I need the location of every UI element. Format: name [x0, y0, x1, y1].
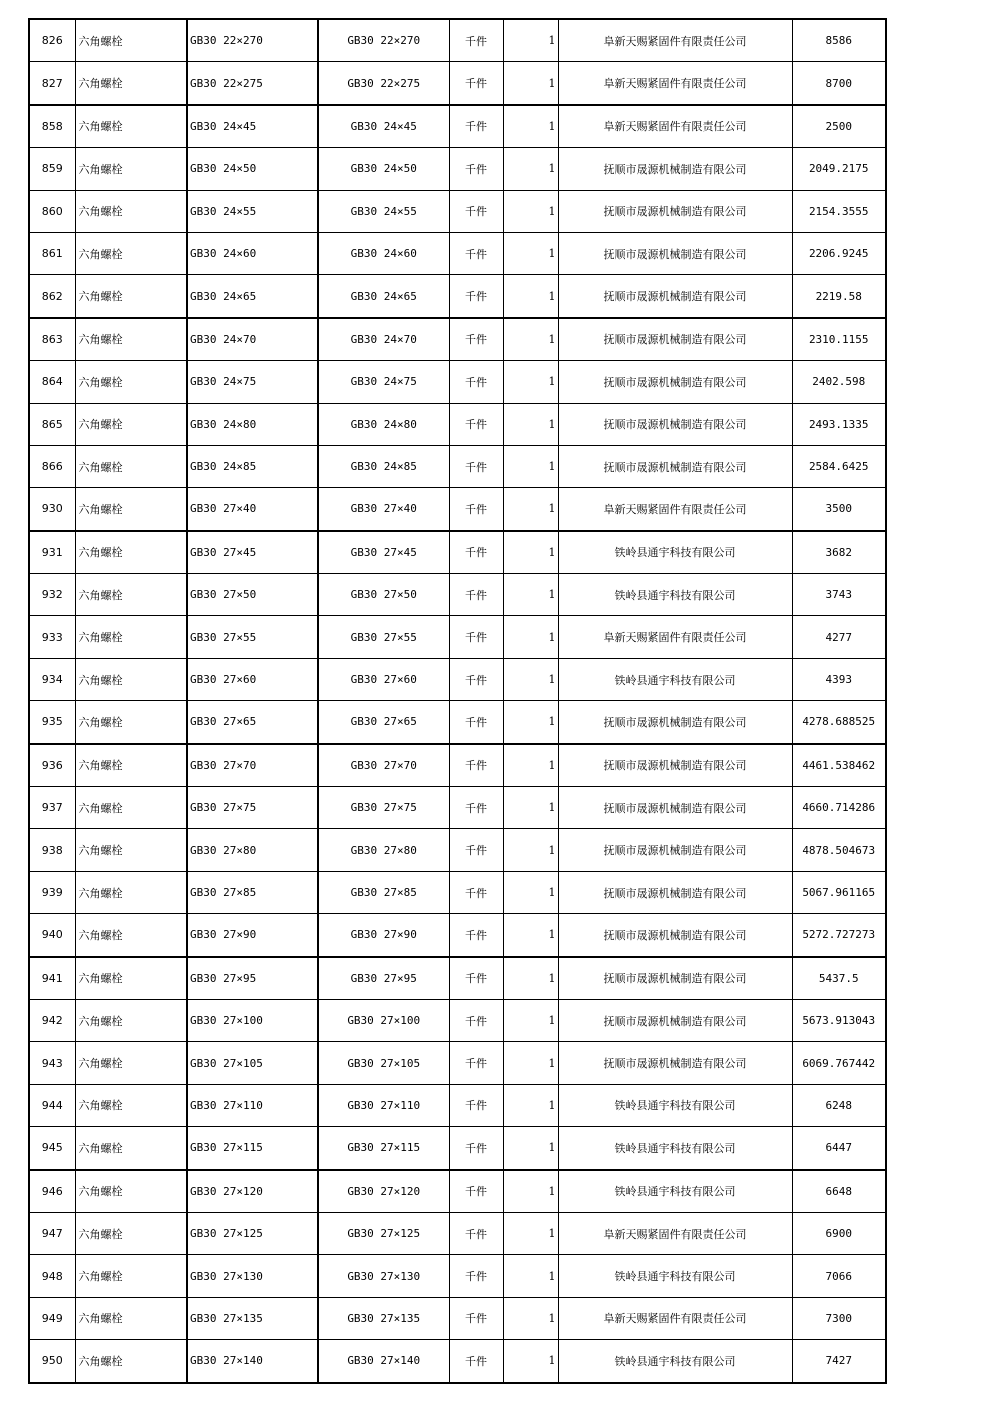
supplier-cell: 阜新天赐紧固件有限责任公司 [558, 1297, 792, 1339]
model-cell: GB30 27×100 [318, 999, 449, 1041]
table-body [29, 19, 886, 1383]
item-number-cell: 935 [29, 701, 75, 744]
item-number-cell: 938 [29, 829, 75, 871]
model-cell: GB30 27×135 [318, 1297, 449, 1339]
table-row [29, 787, 886, 829]
model-cell: GB30 27×125 [318, 1212, 449, 1254]
price-cell: 7066 [792, 1255, 886, 1297]
supplier-cell: 铁岭县通宇科技有限公司 [558, 1170, 792, 1213]
model-cell: GB30 27×75 [318, 787, 449, 829]
item-name-cell: 六角螺栓 [75, 1212, 187, 1254]
model-cell: GB30 27×65 [318, 701, 449, 744]
quantity-cell: 1 [503, 701, 558, 744]
specification-cell: GB30 24×50 [187, 148, 318, 190]
model-cell: GB30 27×50 [318, 574, 449, 616]
unit-cell: 千件 [449, 19, 503, 62]
model-cell: GB30 27×70 [318, 744, 449, 787]
quantity-cell: 1 [503, 1340, 558, 1383]
table-row [29, 1212, 886, 1254]
specification-cell: GB30 27×90 [187, 914, 318, 957]
supplier-cell: 铁岭县通宇科技有限公司 [558, 658, 792, 700]
table-row [29, 190, 886, 232]
price-cell: 6447 [792, 1127, 886, 1170]
unit-cell: 千件 [449, 1255, 503, 1297]
table-row [29, 403, 886, 445]
quantity-cell: 1 [503, 787, 558, 829]
table-row [29, 1255, 886, 1297]
item-name-cell: 六角螺栓 [75, 701, 187, 744]
table-row [29, 275, 886, 318]
quantity-cell: 1 [503, 616, 558, 658]
model-cell: GB30 27×115 [318, 1127, 449, 1170]
specification-cell: GB30 24×80 [187, 403, 318, 445]
supplier-cell: 抚顺市晟源机械制造有限公司 [558, 829, 792, 871]
item-name-cell: 六角螺栓 [75, 1255, 187, 1297]
quantity-cell: 1 [503, 190, 558, 232]
quantity-cell: 1 [503, 744, 558, 787]
table-row [29, 658, 886, 700]
item-name-cell: 六角螺栓 [75, 1297, 187, 1339]
quantity-cell: 1 [503, 1170, 558, 1213]
unit-cell: 千件 [449, 1084, 503, 1126]
quantity-cell: 1 [503, 658, 558, 700]
unit-cell: 千件 [449, 744, 503, 787]
unit-cell: 千件 [449, 275, 503, 318]
specification-cell: GB30 27×100 [187, 999, 318, 1041]
table-row [29, 445, 886, 487]
model-cell: GB30 27×45 [318, 531, 449, 574]
item-name-cell: 六角螺栓 [75, 275, 187, 318]
item-name-cell: 六角螺栓 [75, 616, 187, 658]
supplier-cell: 抚顺市晟源机械制造有限公司 [558, 190, 792, 232]
item-number-cell: 864 [29, 361, 75, 403]
price-cell: 6248 [792, 1084, 886, 1126]
specification-cell: GB30 27×85 [187, 871, 318, 913]
model-cell: GB30 27×110 [318, 1084, 449, 1126]
item-name-cell: 六角螺栓 [75, 190, 187, 232]
model-cell: GB30 27×60 [318, 658, 449, 700]
table-row [29, 361, 886, 403]
item-name-cell: 六角螺栓 [75, 957, 187, 1000]
quantity-cell: 1 [503, 957, 558, 1000]
supplier-cell: 抚顺市晟源机械制造有限公司 [558, 148, 792, 190]
item-number-cell: 943 [29, 1042, 75, 1084]
quantity-cell: 1 [503, 1297, 558, 1339]
price-cell: 2206.9245 [792, 232, 886, 274]
price-cell: 2402.598 [792, 361, 886, 403]
supplier-cell: 铁岭县通宇科技有限公司 [558, 1340, 792, 1383]
quantity-cell: 1 [503, 999, 558, 1041]
item-name-cell: 六角螺栓 [75, 531, 187, 574]
unit-cell: 千件 [449, 1340, 503, 1383]
item-number-cell: 932 [29, 574, 75, 616]
item-number-cell: 866 [29, 445, 75, 487]
item-number-cell: 933 [29, 616, 75, 658]
supplier-cell: 铁岭县通宇科技有限公司 [558, 531, 792, 574]
supplier-cell: 抚顺市晟源机械制造有限公司 [558, 445, 792, 487]
quantity-cell: 1 [503, 531, 558, 574]
unit-cell: 千件 [449, 105, 503, 148]
price-cell: 2219.58 [792, 275, 886, 318]
unit-cell: 千件 [449, 1170, 503, 1213]
item-number-cell: 944 [29, 1084, 75, 1126]
specification-cell: GB30 27×105 [187, 1042, 318, 1084]
unit-cell: 千件 [449, 1297, 503, 1339]
supplier-cell: 抚顺市晟源机械制造有限公司 [558, 701, 792, 744]
supplier-cell: 抚顺市晟源机械制造有限公司 [558, 403, 792, 445]
table-row [29, 829, 886, 871]
quantity-cell: 1 [503, 105, 558, 148]
quantity-cell: 1 [503, 829, 558, 871]
item-name-cell: 六角螺栓 [75, 445, 187, 487]
specification-cell: GB30 24×75 [187, 361, 318, 403]
quantity-cell: 1 [503, 318, 558, 361]
unit-cell: 千件 [449, 1127, 503, 1170]
unit-cell: 千件 [449, 1042, 503, 1084]
model-cell: GB30 24×55 [318, 190, 449, 232]
table-row [29, 1297, 886, 1339]
unit-cell: 千件 [449, 361, 503, 403]
unit-cell: 千件 [449, 829, 503, 871]
unit-cell: 千件 [449, 488, 503, 531]
table-row [29, 1084, 886, 1126]
unit-cell: 千件 [449, 1212, 503, 1254]
unit-cell: 千件 [449, 658, 503, 700]
unit-cell: 千件 [449, 957, 503, 1000]
unit-cell: 千件 [449, 999, 503, 1041]
item-name-cell: 六角螺栓 [75, 148, 187, 190]
model-cell: GB30 27×140 [318, 1340, 449, 1383]
model-cell: GB30 27×130 [318, 1255, 449, 1297]
price-cell: 7300 [792, 1297, 886, 1339]
table-row [29, 148, 886, 190]
model-cell: GB30 24×50 [318, 148, 449, 190]
specification-cell: GB30 24×55 [187, 190, 318, 232]
supplier-cell: 铁岭县通宇科技有限公司 [558, 1084, 792, 1126]
supplier-cell: 抚顺市晟源机械制造有限公司 [558, 318, 792, 361]
supplier-cell: 抚顺市晟源机械制造有限公司 [558, 957, 792, 1000]
specification-cell: GB30 24×85 [187, 445, 318, 487]
item-number-cell: 950 [29, 1340, 75, 1383]
item-name-cell: 六角螺栓 [75, 62, 187, 105]
model-cell: GB30 22×270 [318, 19, 449, 62]
item-number-cell: 863 [29, 318, 75, 361]
item-number-cell: 939 [29, 871, 75, 913]
unit-cell: 千件 [449, 318, 503, 361]
quantity-cell: 1 [503, 1127, 558, 1170]
table-row [29, 957, 886, 1000]
price-cell: 2584.6425 [792, 445, 886, 487]
price-cell: 6069.767442 [792, 1042, 886, 1084]
model-cell: GB30 24×70 [318, 318, 449, 361]
item-number-cell: 860 [29, 190, 75, 232]
model-cell: GB30 24×65 [318, 275, 449, 318]
item-name-cell: 六角螺栓 [75, 105, 187, 148]
specification-cell: GB30 27×55 [187, 616, 318, 658]
table-row [29, 914, 886, 957]
price-cell: 8586 [792, 19, 886, 62]
model-cell: GB30 27×90 [318, 914, 449, 957]
item-number-cell: 940 [29, 914, 75, 957]
item-name-cell: 六角螺栓 [75, 829, 187, 871]
item-number-cell: 934 [29, 658, 75, 700]
item-name-cell: 六角螺栓 [75, 1084, 187, 1126]
item-name-cell: 六角螺栓 [75, 871, 187, 913]
specification-cell: GB30 27×125 [187, 1212, 318, 1254]
quantity-cell: 1 [503, 403, 558, 445]
unit-cell: 千件 [449, 914, 503, 957]
specification-cell: GB30 27×135 [187, 1297, 318, 1339]
item-number-cell: 937 [29, 787, 75, 829]
price-cell: 2310.1155 [792, 318, 886, 361]
specification-cell: GB30 27×40 [187, 488, 318, 531]
unit-cell: 千件 [449, 871, 503, 913]
item-number-cell: 826 [29, 19, 75, 62]
item-number-cell: 948 [29, 1255, 75, 1297]
table-row [29, 744, 886, 787]
specification-cell: GB30 27×140 [187, 1340, 318, 1383]
specification-cell: GB30 22×275 [187, 62, 318, 105]
item-number-cell: 949 [29, 1297, 75, 1339]
table-row [29, 232, 886, 274]
item-number-cell: 930 [29, 488, 75, 531]
price-cell: 2049.2175 [792, 148, 886, 190]
model-cell: GB30 27×120 [318, 1170, 449, 1213]
model-cell: GB30 27×40 [318, 488, 449, 531]
specification-cell: GB30 27×70 [187, 744, 318, 787]
model-cell: GB30 24×60 [318, 232, 449, 274]
item-name-cell: 六角螺栓 [75, 999, 187, 1041]
price-cell: 5272.727273 [792, 914, 886, 957]
table-row [29, 1042, 886, 1084]
supplier-cell: 抚顺市晟源机械制造有限公司 [558, 361, 792, 403]
item-name-cell: 六角螺栓 [75, 787, 187, 829]
table-row [29, 616, 886, 658]
supplier-cell: 阜新天赐紧固件有限责任公司 [558, 1212, 792, 1254]
supplier-cell: 阜新天赐紧固件有限责任公司 [558, 62, 792, 105]
table-row [29, 574, 886, 616]
item-name-cell: 六角螺栓 [75, 744, 187, 787]
model-cell: GB30 24×85 [318, 445, 449, 487]
specification-cell: GB30 24×60 [187, 232, 318, 274]
price-table [28, 18, 887, 1384]
price-cell: 2500 [792, 105, 886, 148]
price-cell: 2493.1335 [792, 403, 886, 445]
table-row [29, 62, 886, 105]
model-cell: GB30 27×85 [318, 871, 449, 913]
price-cell: 4660.714286 [792, 787, 886, 829]
quantity-cell: 1 [503, 1255, 558, 1297]
specification-cell: GB30 24×65 [187, 275, 318, 318]
quantity-cell: 1 [503, 19, 558, 62]
specification-cell: GB30 24×70 [187, 318, 318, 361]
supplier-cell: 铁岭县通宇科技有限公司 [558, 1127, 792, 1170]
quantity-cell: 1 [503, 275, 558, 318]
unit-cell: 千件 [449, 62, 503, 105]
item-number-cell: 931 [29, 531, 75, 574]
supplier-cell: 阜新天赐紧固件有限责任公司 [558, 488, 792, 531]
item-number-cell: 861 [29, 232, 75, 274]
specification-cell: GB30 27×115 [187, 1127, 318, 1170]
model-cell: GB30 27×80 [318, 829, 449, 871]
supplier-cell: 抚顺市晟源机械制造有限公司 [558, 232, 792, 274]
price-cell: 3500 [792, 488, 886, 531]
item-name-cell: 六角螺栓 [75, 658, 187, 700]
specification-cell: GB30 27×65 [187, 701, 318, 744]
specification-cell: GB30 27×75 [187, 787, 318, 829]
unit-cell: 千件 [449, 232, 503, 274]
supplier-cell: 阜新天赐紧固件有限责任公司 [558, 105, 792, 148]
item-number-cell: 858 [29, 105, 75, 148]
item-name-cell: 六角螺栓 [75, 232, 187, 274]
price-cell: 2154.3555 [792, 190, 886, 232]
price-cell: 6648 [792, 1170, 886, 1213]
price-cell: 5673.913043 [792, 999, 886, 1041]
quantity-cell: 1 [503, 232, 558, 274]
specification-cell: GB30 27×95 [187, 957, 318, 1000]
model-cell: GB30 24×80 [318, 403, 449, 445]
item-name-cell: 六角螺栓 [75, 574, 187, 616]
quantity-cell: 1 [503, 574, 558, 616]
item-name-cell: 六角螺栓 [75, 318, 187, 361]
price-cell: 3743 [792, 574, 886, 616]
table-row [29, 488, 886, 531]
item-name-cell: 六角螺栓 [75, 1340, 187, 1383]
quantity-cell: 1 [503, 1212, 558, 1254]
specification-cell: GB30 27×120 [187, 1170, 318, 1213]
item-name-cell: 六角螺栓 [75, 403, 187, 445]
model-cell: GB30 27×55 [318, 616, 449, 658]
price-cell: 5437.5 [792, 957, 886, 1000]
supplier-cell: 抚顺市晟源机械制造有限公司 [558, 914, 792, 957]
table-row [29, 531, 886, 574]
item-name-cell: 六角螺栓 [75, 488, 187, 531]
table-row [29, 318, 886, 361]
model-cell: GB30 24×75 [318, 361, 449, 403]
unit-cell: 千件 [449, 616, 503, 658]
model-cell: GB30 22×275 [318, 62, 449, 105]
quantity-cell: 1 [503, 488, 558, 531]
quantity-cell: 1 [503, 445, 558, 487]
item-name-cell: 六角螺栓 [75, 914, 187, 957]
item-name-cell: 六角螺栓 [75, 1170, 187, 1213]
item-number-cell: 827 [29, 62, 75, 105]
quantity-cell: 1 [503, 871, 558, 913]
item-name-cell: 六角螺栓 [75, 19, 187, 62]
quantity-cell: 1 [503, 148, 558, 190]
item-number-cell: 946 [29, 1170, 75, 1213]
unit-cell: 千件 [449, 403, 503, 445]
price-cell: 7427 [792, 1340, 886, 1383]
supplier-cell: 阜新天赐紧固件有限责任公司 [558, 19, 792, 62]
specification-cell: GB30 27×50 [187, 574, 318, 616]
specification-cell: GB30 22×270 [187, 19, 318, 62]
table-row [29, 105, 886, 148]
item-name-cell: 六角螺栓 [75, 1127, 187, 1170]
item-number-cell: 941 [29, 957, 75, 1000]
item-name-cell: 六角螺栓 [75, 361, 187, 403]
supplier-cell: 抚顺市晟源机械制造有限公司 [558, 1042, 792, 1084]
supplier-cell: 铁岭县通宇科技有限公司 [558, 1255, 792, 1297]
specification-cell: GB30 27×45 [187, 531, 318, 574]
unit-cell: 千件 [449, 701, 503, 744]
table-row [29, 701, 886, 744]
item-number-cell: 942 [29, 999, 75, 1041]
specification-cell: GB30 27×130 [187, 1255, 318, 1297]
specification-cell: GB30 27×60 [187, 658, 318, 700]
supplier-cell: 抚顺市晟源机械制造有限公司 [558, 275, 792, 318]
specification-cell: GB30 24×45 [187, 105, 318, 148]
quantity-cell: 1 [503, 1042, 558, 1084]
unit-cell: 千件 [449, 574, 503, 616]
item-number-cell: 862 [29, 275, 75, 318]
price-cell: 8700 [792, 62, 886, 105]
item-number-cell: 945 [29, 1127, 75, 1170]
model-cell: GB30 27×105 [318, 1042, 449, 1084]
table-row [29, 19, 886, 62]
price-cell: 4278.688525 [792, 701, 886, 744]
price-cell: 4461.538462 [792, 744, 886, 787]
quantity-cell: 1 [503, 62, 558, 105]
model-cell: GB30 24×45 [318, 105, 449, 148]
quantity-cell: 1 [503, 1084, 558, 1126]
model-cell: GB30 27×95 [318, 957, 449, 1000]
item-name-cell: 六角螺栓 [75, 1042, 187, 1084]
unit-cell: 千件 [449, 148, 503, 190]
price-cell: 4277 [792, 616, 886, 658]
specification-cell: GB30 27×110 [187, 1084, 318, 1126]
supplier-cell: 抚顺市晟源机械制造有限公司 [558, 787, 792, 829]
supplier-cell: 抚顺市晟源机械制造有限公司 [558, 999, 792, 1041]
item-number-cell: 936 [29, 744, 75, 787]
quantity-cell: 1 [503, 914, 558, 957]
price-cell: 5067.961165 [792, 871, 886, 913]
unit-cell: 千件 [449, 445, 503, 487]
supplier-cell: 阜新天赐紧固件有限责任公司 [558, 616, 792, 658]
table-row [29, 1170, 886, 1213]
table-row [29, 871, 886, 913]
price-cell: 4878.504673 [792, 829, 886, 871]
supplier-cell: 抚顺市晟源机械制造有限公司 [558, 744, 792, 787]
supplier-cell: 铁岭县通宇科技有限公司 [558, 574, 792, 616]
table-row [29, 999, 886, 1041]
table-row [29, 1127, 886, 1170]
unit-cell: 千件 [449, 531, 503, 574]
supplier-cell: 抚顺市晟源机械制造有限公司 [558, 871, 792, 913]
table-row [29, 1340, 886, 1383]
item-number-cell: 865 [29, 403, 75, 445]
item-number-cell: 947 [29, 1212, 75, 1254]
price-cell: 3682 [792, 531, 886, 574]
unit-cell: 千件 [449, 787, 503, 829]
quantity-cell: 1 [503, 361, 558, 403]
specification-cell: GB30 27×80 [187, 829, 318, 871]
price-cell: 6900 [792, 1212, 886, 1254]
item-number-cell: 859 [29, 148, 75, 190]
price-cell: 4393 [792, 658, 886, 700]
unit-cell: 千件 [449, 190, 503, 232]
